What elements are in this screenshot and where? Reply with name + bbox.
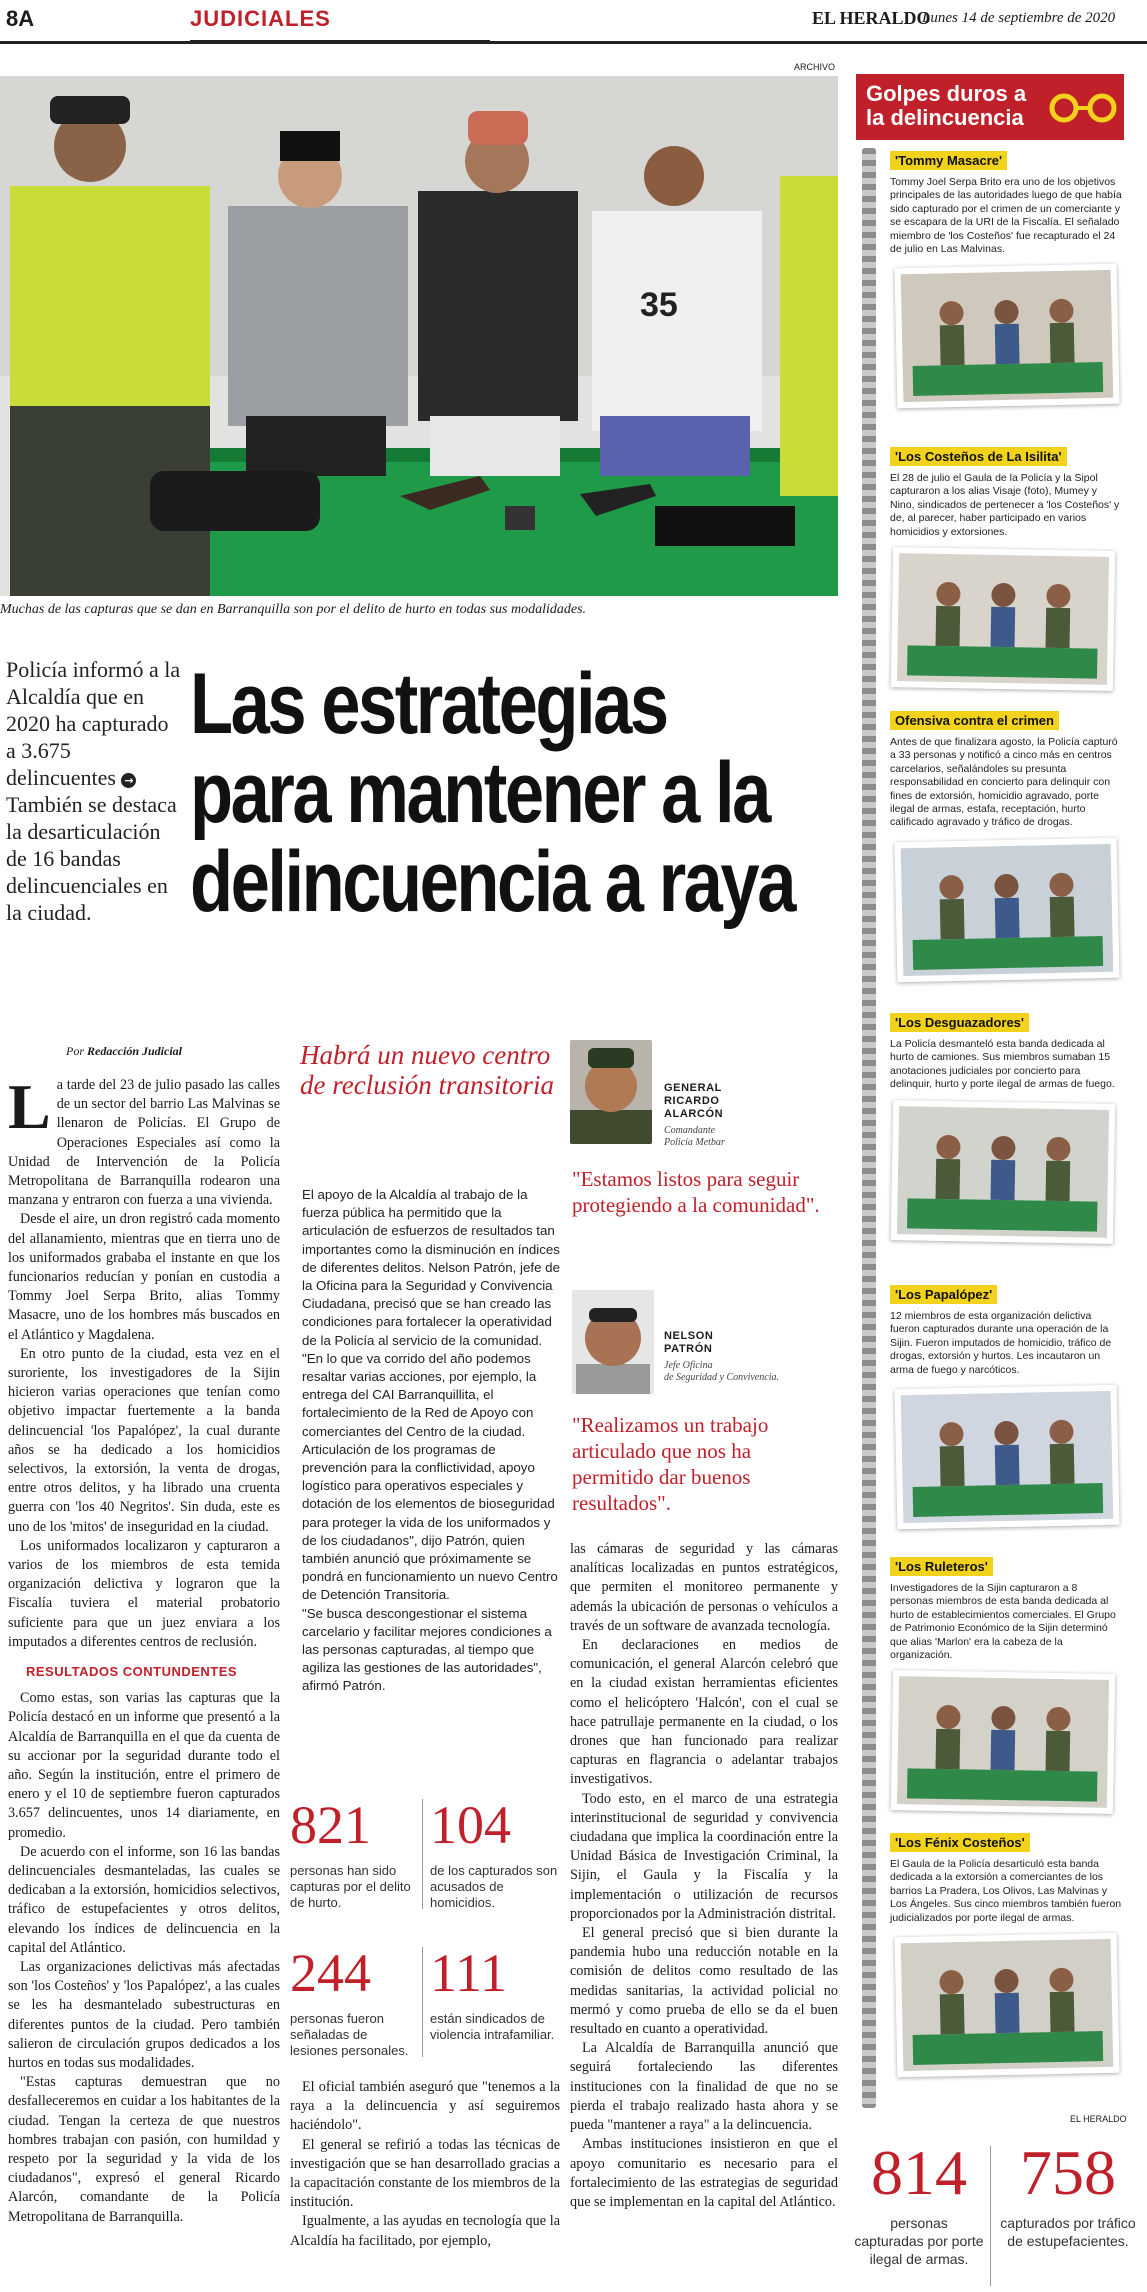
sidebar-item-photo [891, 547, 1115, 691]
sidebar-item-text: El 28 de julio el Gaula de la Policía y la Sipol capturaron a los alias Visaje (foto), Mumey y Nino, sindicados de pertenecer a 'los Costeños' y de, al parecer, haber participado en varios homicidios y extorsiones. [890, 472, 1120, 538]
article-paragraph: El oficial también aseguró que "tenemos a la raya a la delincuencia y así seguiremos haciéndolo". [290, 2079, 560, 2134]
handcuffs-icon [1048, 88, 1118, 128]
quote-alarcon: "Estamos listos para seguir protegiendo a la comunidad". [572, 1167, 820, 1217]
sidebar-item-tag: 'Los Costeños de La Isilita' [890, 447, 1067, 466]
sidebar-item-text: Investigadores de la Sijin capturaron a 8 personas miembros de esta banda dedicada al hurto de establecimientos comerciales. El Grupo de Patrimonio Económico de la Sijin determinó que alias 'Marlon' era la cabeza de la organización. [890, 1582, 1116, 1662]
sidebar-item-photo [891, 1100, 1115, 1244]
bottom-stat-label: personas capturadas por porte ilegal de armas. [854, 2215, 984, 2267]
article-paragraph: La Alcaldía de Barranquilla anunció que seguirá fortaleciendo las diferentes instituciones con la finalidad de que no se pierda el trabajo realizado hasta ahora y se pueda "mantener a raya" a la delincuencia. [570, 2040, 838, 2134]
photo-caption: Muchas de las capturas que se dan en Barranquilla son por el delito de hurto en todas sus modalidades. [0, 602, 587, 617]
official-role: Comandante [664, 1125, 716, 1136]
official-name: ALARCÓN [664, 1108, 724, 1120]
article-paragraph: En declaraciones en medios de comunicación, el general Alarcón celebró que en la ciudad existan herramientas eficientes como el helicóptero 'Halcón', con el cual se hace patrullaje permanente en la ciudad, o los drones que han funcionado para realizar capturas en flagrancia o adelantar trabajos investigativos. [570, 1637, 838, 1788]
subhead: RESULTADOS CONTUNDENTES [26, 1664, 238, 1680]
newspaper-name: EL HERALDO [812, 8, 931, 28]
article-paragraph: Todo esto, en el marco de una estrategia interinstitucional de seguridad y convivencia ciudadana que implica la coordinación entre la Unidad Básica de Investigación Criminal, la Sijin, el Gaula y la Fiscalía y la implementación o utilización de recursos proporcionados por la Administración distrital. [570, 1790, 838, 1922]
article-paragraph: "Estas capturas demuestran que no desfalleceremos en cuidar a los habitantes de la ciudad. Tengan la certeza de que nuestros hombres trabajan con pasión, con humildad y respeto por la seguridad y la vida de los ciudadanos", expresó el general Ricardo Alarcón, comandante de la Policía Metropolitana de Barranquilla. [8, 2074, 280, 2225]
sidebar-item-tag: 'Los Desguazadores' [890, 1013, 1029, 1032]
sidebar-item-text: Antes de que finalizara agosto, la Policía capturó a 33 personas y notificó a cinco más en centros carcelarios, señalándoles su presunta responsabilidad en concierto para delinquir con fines de extorsión, homicidio agravado, porte ilegal de armas, estafa, receptación, hurto calificado agravado y tráfico de drogas. [890, 736, 1118, 829]
article-paragraph: El general precisó que si bien durante la pandemia hubo una reducción notable en la comisión de delitos como resultado de las medidas sanitarias, la actividad policial no mermó y como prueba de ello se da el buen resultado en cuanto a operatividad. [570, 1925, 838, 2038]
drop-cap: L [8, 1071, 51, 1142]
quote-patron: "Realizamos un trabajo articulado que nos ha permitido dar buenos resultados". [572, 1413, 769, 1515]
sidebar-item [890, 1012, 1130, 1242]
sidebar-item-tag: Ofensiva contra el crimen [890, 711, 1059, 730]
article-paragraph: Como estas, son varias las capturas que la Policía destacó en un informe que presentó a la Alcaldía de Barranquilla en el que da cuenta de su accionar por la seguridad durante todo el año. Según la institución, entre el primero de enero y el 10 de septiembre fueron capturados 3.657 delincuentes, unos 14 diariamente, en promedio. [8, 1690, 280, 1841]
bottom-stat-label: capturados por tráfico de estupefacientes. [1000, 2215, 1136, 2249]
headline-line-2: para mantener a la [190, 745, 769, 841]
sidebar-item-photo [895, 264, 1120, 409]
sidebar-item [890, 1556, 1130, 1812]
svg-text:35: 35 [640, 286, 678, 324]
article-column-3 [570, 1540, 838, 2212]
sidebar-item-text: La Policía desmanteló esta banda dedicada al hurto de camiones. Sus miembros sumaban 15 anotaciones judiciales por concierto para delinquir, hurto y porte ilegal de armas de fuego. [890, 1038, 1115, 1091]
sidebar-title-line-1: Golpes duros a [866, 81, 1027, 106]
bottom-stat-value: 758 [1020, 2137, 1116, 2208]
divider [422, 1799, 423, 1909]
stat-value: 244 [290, 1943, 371, 2003]
sidebar-item-tag: 'Los Fénix Costeños' [890, 1833, 1030, 1852]
article-paragraph: a tarde del 23 de julio pasado las calles de un sector del barrio Las Malvinas se llenaron de Policías. El Grupo de Operaciones Especiales así como la Unidad de Intervención de la Policía Metropolitana de Barranquilla rodearon una manzana y entraron con fuerza a una vivienda. [8, 1077, 280, 1209]
box-title: Habrá un nuevo centro de reclusión transitoria [300, 1040, 554, 1100]
article-column-2-bottom [290, 2078, 560, 2251]
stat-block [290, 1943, 418, 2059]
headline [190, 656, 846, 930]
sidebar-item [890, 446, 1130, 689]
article-paragraph: Ambas instituciones insistieron en que el apoyo comunitario es necesario para el fortalecimiento de las estrategias de seguridad que se implementan en la capital del Atlántico. [570, 2136, 838, 2210]
article-paragraph: En otro punto de la ciudad, esta vez en el suroriente, los investigadores de la Sijin hicieron varias operaciones que tenían como objetivo impactar fuertemente a la banda delincuencial 'los Papalópez', la cual durante años se ha dedicado a los homicidios selectivos, la extorsión, la venta de drogas, entre otros delitos, y ha librado una cruenta guerra con 'los 40 Negritos'. Sin duda, este es uno de los 'mitos' de inseguridad en la ciudad. [8, 1345, 280, 1535]
official-role: Jefe Oficina [664, 1360, 713, 1371]
sidebar-item-tag: 'Tommy Masacre' [890, 151, 1007, 170]
sidebar-item-photo [895, 1385, 1120, 1530]
box-paragraph: El apoyo de la Alcaldía al trabajo de la fuerza pública ha permitido que la articulación de esfuerzos de resultados tan importantes como la disminución en índices de diferentes delitos. Nelson Patrón, jefe de la Oficina para la Seguridad y Convivencia Ciudadana, precisó que se han creado las condiciones para fortalecer la operatividad de la Policía al servicio de la comunidad. [302, 1187, 560, 1348]
kicker [6, 656, 181, 926]
official-name: GENERAL [664, 1082, 722, 1094]
sidebar-item-tag: 'Los Papalópez' [890, 1285, 997, 1304]
portrait-patron [572, 1290, 654, 1394]
official-name: PATRÓN [664, 1343, 713, 1355]
sidebar-credit: EL HERALDO [1070, 2114, 1127, 2124]
official-name: NELSON [664, 1330, 714, 1342]
stat-block [290, 1795, 418, 1911]
stat-value: 821 [290, 1795, 371, 1855]
page-number: 8A [6, 6, 35, 31]
stat-block [430, 1795, 558, 1911]
article-paragraph: De acuerdo con el informe, son 16 las bandas delincuenciales desmanteladas, las cuales se dedicaban a la extorsión, homicidios selectivos, tráfico de estupefacientes y otros delitos, elevando los índices de delincuencia en la capital del Atlántico. [8, 1843, 280, 1956]
sidebar-item-photo [891, 1671, 1115, 1815]
bottom-stat [854, 2137, 984, 2268]
stat-label: están sindicados de violencia intrafamiliar. [430, 2011, 555, 2042]
photo-credit: ARCHIVO [794, 62, 836, 72]
article-paragraph: las cámaras de seguridad y las cámaras analíticas localizadas en puntos estratégicos, que permiten el monitoreo permanente y además la ubicación de personas o vehículos a través de un software de avanzada tecnología. [570, 1541, 838, 1634]
sidebar-item-text: Tommy Joel Serpa Brito era uno de los objetivos principales de las autoridades luego de que había sido capturado por el crimen de un comerciante y se escapara de la URI de la Fiscalía. El señalado miembro de 'los Costeños' fue recapturado el 24 de julio en Las Malvinas. [890, 176, 1122, 256]
sidebar-title [856, 74, 1124, 140]
sidebar-item [890, 1284, 1130, 1527]
chain-decoration [862, 148, 876, 2108]
official-alarcon [664, 1082, 725, 1149]
sidebar-item-photo [895, 838, 1120, 983]
official-role: Policía Metbar [664, 1137, 725, 1148]
article-paragraph: Desde el aire, un dron registró cada momento del allanamiento, mientras que en tierra uno de los uniformados grababa el instante en que los funcionarios reducían y ponían en custodia a Tommy Joel Serpa Brito, alias Tommy Masacre, uno de los hombres más buscados en el Atlántico y Magdalena. [8, 1211, 280, 1343]
portrait-alarcon [570, 1040, 652, 1144]
box-body [302, 1186, 560, 1696]
divider [990, 2146, 991, 2286]
byline-author: Redacción Judicial [87, 1044, 182, 1058]
stat-block [430, 1943, 558, 2043]
stats-grid [290, 1795, 560, 2065]
article-paragraph: El general se refirió a todas las técnicas de investigación que se han desarrollado gracias a la capacitación constante de los miembros de la institución. [290, 2136, 560, 2211]
bottom-stat-value: 814 [871, 2137, 967, 2208]
sidebar-item [890, 150, 1130, 406]
section-label: JUDICIALES [190, 6, 331, 31]
official-patron [664, 1330, 779, 1384]
arrow-right-icon: → [121, 773, 136, 788]
section-underline [190, 40, 490, 44]
article-paragraph: Las organizaciones delictivas más afectadas son 'los Costeños' y 'los Papalópez', a las cuales se les ha desmantelado subestructuras en diferentes puntos de la ciudad. Pero también salieron de circulación grupos dedicados a los hurtos en todas sus modalidades. [8, 1958, 280, 2071]
article-paragraph: Igualmente, a las ayudas en tecnología que la Alcaldía ha facilitado, por ejemplo, [290, 2213, 560, 2249]
headline-line-3: delincuencia a raya [190, 834, 794, 930]
issue-date: Lunes 14 de septiembre de 2020 [922, 10, 1116, 26]
byline [66, 1044, 182, 1059]
sidebar-title-line-2: la delincuencia [866, 105, 1024, 130]
kicker-text-1: Policía informó a la Alcaldía que en 2020 ha capturado a 3.675 delincuentes [6, 657, 181, 790]
bottom-stat [998, 2137, 1138, 2250]
headline-line-1: Las estrategias [190, 656, 667, 752]
main-photo [0, 76, 838, 596]
stat-label: personas han sido capturas por el delito de hurto. [290, 1863, 411, 1910]
box-paragraph: "En lo que va corrido del año podemos resaltar varias acciones, por ejemplo, la entrega del CAI Barranquillita, el fortalecimiento de la Red de Apoyo con comerciantes del Centro de la ciudad. Articulación de los programas de prevención para la conflictividad, apoyo logístico para operativos especiales y dotación de los elementos de bioseguridad para proteger la vida de los uniformados y de los ciudadanos", dijo Patrón, quien también anunció que próximamente se pondrá en funcionamiento un nuevo Centro de Detención Transitoria. [302, 1350, 558, 1603]
official-name: RICARDO [664, 1095, 720, 1107]
official-role: de Seguridad y Convivencia. [664, 1372, 779, 1383]
article-paragraph: Los uniformados localizaron y capturaron a varios de los miembros de esta temida organización delictiva y lograron que la Fiscalía tuviera el material probatorio suficiente para que un juez enviara a los imputados a diferentes centros de reclusión. [8, 1537, 280, 1650]
stat-label: de los capturados son acusados de homicidios. [430, 1863, 558, 1910]
sidebar-item [890, 710, 1130, 980]
stat-value: 111 [430, 1943, 507, 2003]
article-column-1 [8, 1071, 280, 2227]
sidebar-item-text: El Gaula de la Policía desarticuló esta banda dedicada a la extorsión a comerciantes de los barrios La Pradera, Los Olivos, Las Malvinas y Los Ángeles. Sus cinco miembros también fueron judicializados por porte ilegal de armas. [890, 1858, 1122, 1924]
divider [422, 1947, 423, 2057]
sidebar-item-photo [895, 1933, 1120, 2078]
stat-value: 104 [430, 1795, 511, 1855]
sidebar-item-text: 12 miembros de esta organización delictiva fueron capturados durante una operación de la Sijin. Fueron imputados de homicidio, tráfico de drogas, extorsión y hurtos. Les incautaron un arma de fuego y narcóticos. [890, 1310, 1112, 1376]
stat-label: personas fueron señaladas de lesiones personales. [290, 2011, 409, 2058]
box-paragraph: "Se busca descongestionar el sistema carcelario y facilitar mejores condiciones a las personas capturadas, al tiempo que agiliza las gestiones de las autoridades", afirmó Patrón. [302, 1605, 552, 1694]
sidebar-item-tag: 'Los Ruleteros' [890, 1557, 993, 1576]
sidebar-item [890, 1832, 1130, 2075]
byline-prefix: Por [66, 1044, 84, 1058]
kicker-text-2: También se destaca la desarticulación de 16 bandas delincuenciales en la ciudad. [6, 792, 177, 925]
